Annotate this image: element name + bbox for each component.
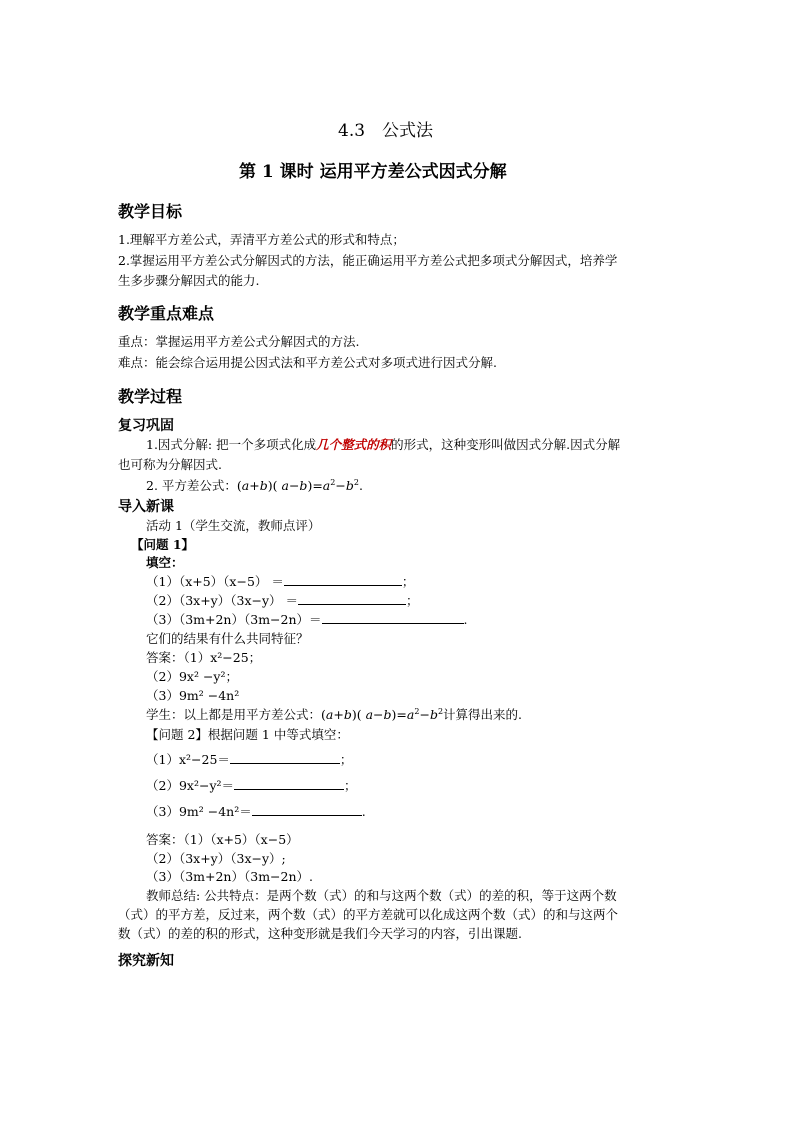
review-heading: 复习巩固 [118, 418, 174, 434]
goal-2-line-2: 生多步骤分解因式的能力. [118, 273, 260, 288]
teacher-summary-line-1: 教师总结: 公共特点：是两个数（式）的和与这两个数（式）的差的积，等于这两个数 [146, 888, 617, 903]
answer-set-2-item-3: （3）（3m+2n）（3m−2n）. [146, 869, 313, 884]
key-heading: 教学重点难点 [118, 304, 215, 323]
review-1-highlight: 几个整式的积 [316, 437, 392, 452]
answer-set-2-item-1: 答案：（1）（x+5）（x−5） [146, 832, 299, 847]
answer-3-label: （3） [146, 688, 179, 703]
review-1-line-2: 也可称为分解因式. [118, 457, 222, 472]
review-2 [146, 476, 363, 495]
explore-heading: 探究新知 [118, 953, 174, 969]
q1-question: 它们的结果有什么共同特征？ [146, 631, 309, 646]
period: . [361, 804, 366, 819]
answer-3 [146, 686, 239, 705]
q2-blank-1 [230, 751, 340, 764]
difficult-point: 难点：能会综合运用提公因式法和平方差公式对多项式进行因式分解. [118, 355, 497, 370]
semicolon: ； [401, 574, 415, 589]
answer-2 [146, 667, 238, 686]
q1-item-3-expr: （3）（3m+2n）（3m−2n）＝ [146, 612, 322, 627]
goals-heading: 教学目标 [118, 202, 183, 221]
q1-item-1 [146, 572, 414, 591]
doc-subtitle: 第 1 课时 运用平方差公式因式分解 [239, 162, 507, 182]
student-remark [146, 705, 522, 724]
q2-item-1 [146, 750, 352, 769]
teacher-summary-line-2: （式）的平方差，反过来，两个数（式）的平方差就可以化成这两个数（式）的和与这两个 [118, 907, 619, 922]
q2-item-3 [146, 802, 366, 821]
review-2-pre: 2. 平方差公式： [146, 478, 237, 493]
doc-title: 4.3 公式法 [338, 121, 434, 141]
answer-2-label: （2） [146, 669, 179, 684]
review-1-post: 的形式，这种变形叫做因式分解.因式分解 [391, 437, 621, 452]
question-1-label: 【问题 1】 [131, 537, 195, 552]
semicolon: ； [339, 752, 353, 767]
difference-of-squares-formula: (a+b)( $a-b)=a^2-b^2$. [236, 477, 363, 493]
review-1-line-1 [146, 435, 620, 454]
q1-item-2-expr: （2）（3x+y）（3x−y） ＝ [146, 593, 299, 608]
q1-item-1-expr: （1）（x+5）（x−5） ＝ [146, 574, 284, 589]
answer-1 [146, 648, 261, 667]
goal-2-line-1: 2.掌握运用平方差公式分解因式的方法，能正确运用平方差公式把多项式分解因式，培养学 [118, 253, 618, 268]
q1-blank-3 [322, 611, 464, 624]
answer-set-2-item-2: （2）（3x+y）（3x−y）; [146, 851, 286, 866]
teacher-summary-line-3: 数（式）的差的积的形式，这种变形就是我们今天学习的内容，引出课题. [118, 926, 522, 941]
intro-heading: 导入新课 [118, 499, 174, 515]
q1-blank-2 [298, 592, 406, 605]
q2-item-2-expr: （2）9x²−y²＝ [146, 778, 235, 793]
semicolon: ； [406, 593, 419, 608]
q1-blank-1 [284, 573, 402, 586]
q2-blank-3 [252, 803, 362, 816]
student-formula: (a+b)( $a-b)=a^2-b^2$ [321, 706, 444, 722]
answer-2-value: 9x² −y²； [178, 669, 238, 684]
period: . [463, 612, 468, 627]
q2-blank-2 [234, 777, 344, 790]
activity-label: 活动 1（学生交流，教师点评） [146, 518, 321, 533]
q1-item-2 [146, 591, 419, 610]
q2-item-2 [146, 776, 357, 795]
semicolon: ； [344, 778, 357, 793]
answer-1-value: x²−25； [210, 650, 262, 665]
q2-item-3-expr: （3）9m² −4n²＝ [146, 804, 252, 819]
review-1-pre: 1.因式分解: 把一个多项式化成 [146, 437, 317, 452]
q2-item-1-expr: （1）x²−25＝ [146, 752, 230, 767]
answer-label: 答案：（1） [146, 650, 211, 665]
key-point: 重点：掌握运用平方差公式分解因式的方法. [118, 334, 360, 349]
student-remark-post: 计算得出来的. [443, 707, 523, 722]
process-heading: 教学过程 [118, 387, 183, 406]
student-remark-pre: 学生：以上都是用平方差公式： [146, 707, 322, 722]
question-2-label: 【问题 2】根据问题 1 中等式填空： [146, 727, 349, 742]
q1-item-3 [146, 610, 468, 629]
fill-label: 填空： [146, 555, 184, 570]
goal-1: 1.理解平方差公式，弄清平方差公式的形式和特点； [118, 232, 405, 247]
answer-3-value: 9m² −4n² [178, 688, 240, 703]
